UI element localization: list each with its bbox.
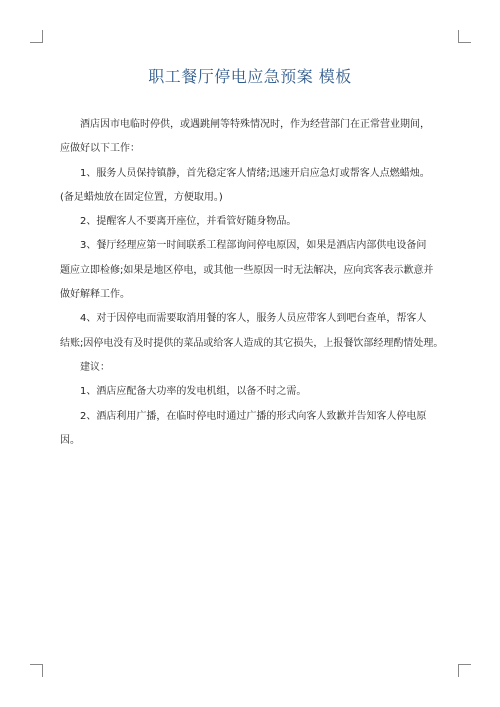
document-body — [60, 113, 445, 453]
paragraph-line: 结账;因停电没有及时提供的菜品或给客人造成的其它损失，上报餐饮部经理酌情处理。 — [60, 337, 444, 349]
paragraph-line: 2、酒店利用广播，在临时停电时通过广播的形式向客人致歉并告知客人停电原 — [80, 410, 427, 422]
paragraph-line: (备足蜡烛放在固定位置，方便取用。) — [60, 191, 223, 203]
paragraph-line: 因。 — [60, 434, 80, 446]
paragraph-line: 4、对于因停电而需要取消用餐的客人，服务人员应带客人到吧台查单，帮客人 — [80, 313, 427, 325]
paragraph-line: 3、餐厅经理应第一时间联系工程部询问停电原因，如果是酒店内部供电设备问 — [80, 240, 427, 252]
paragraph-line: 做好解释工作。 — [60, 289, 130, 301]
document-title: 职工餐厅停电应急预案 模板 — [148, 67, 352, 86]
paragraph-line: 酒店因市电临时停供，或遇跳闸等特殊情况时，作为经营部门在正常营业期间， — [80, 119, 430, 130]
page-corner-mark-top-right — [458, 30, 471, 43]
paragraph-line: 1、酒店应配备大功率的发电机组，以备不时之需。 — [80, 386, 307, 398]
page-corner-mark-bottom-left — [30, 664, 43, 677]
page-corner-mark-top-left — [30, 30, 43, 43]
suggestion-heading: 建议： — [80, 361, 110, 373]
paragraph-line: 1、服务人员保持镇静，首先稳定客人情绪;迅速开启应急灯或帮客人点燃蜡烛。 — [80, 167, 430, 179]
paragraph-line: 应做好以下工作： — [60, 143, 140, 155]
paragraph-line: 题应立即检修;如果是地区停电，或其他一些原因一时无法解决，应向宾客表示歉意并 — [60, 264, 434, 276]
page-corner-mark-bottom-right — [458, 664, 471, 677]
paragraph-line: 2、提醒客人不要离开座位，并看管好随身物品。 — [80, 216, 297, 228]
